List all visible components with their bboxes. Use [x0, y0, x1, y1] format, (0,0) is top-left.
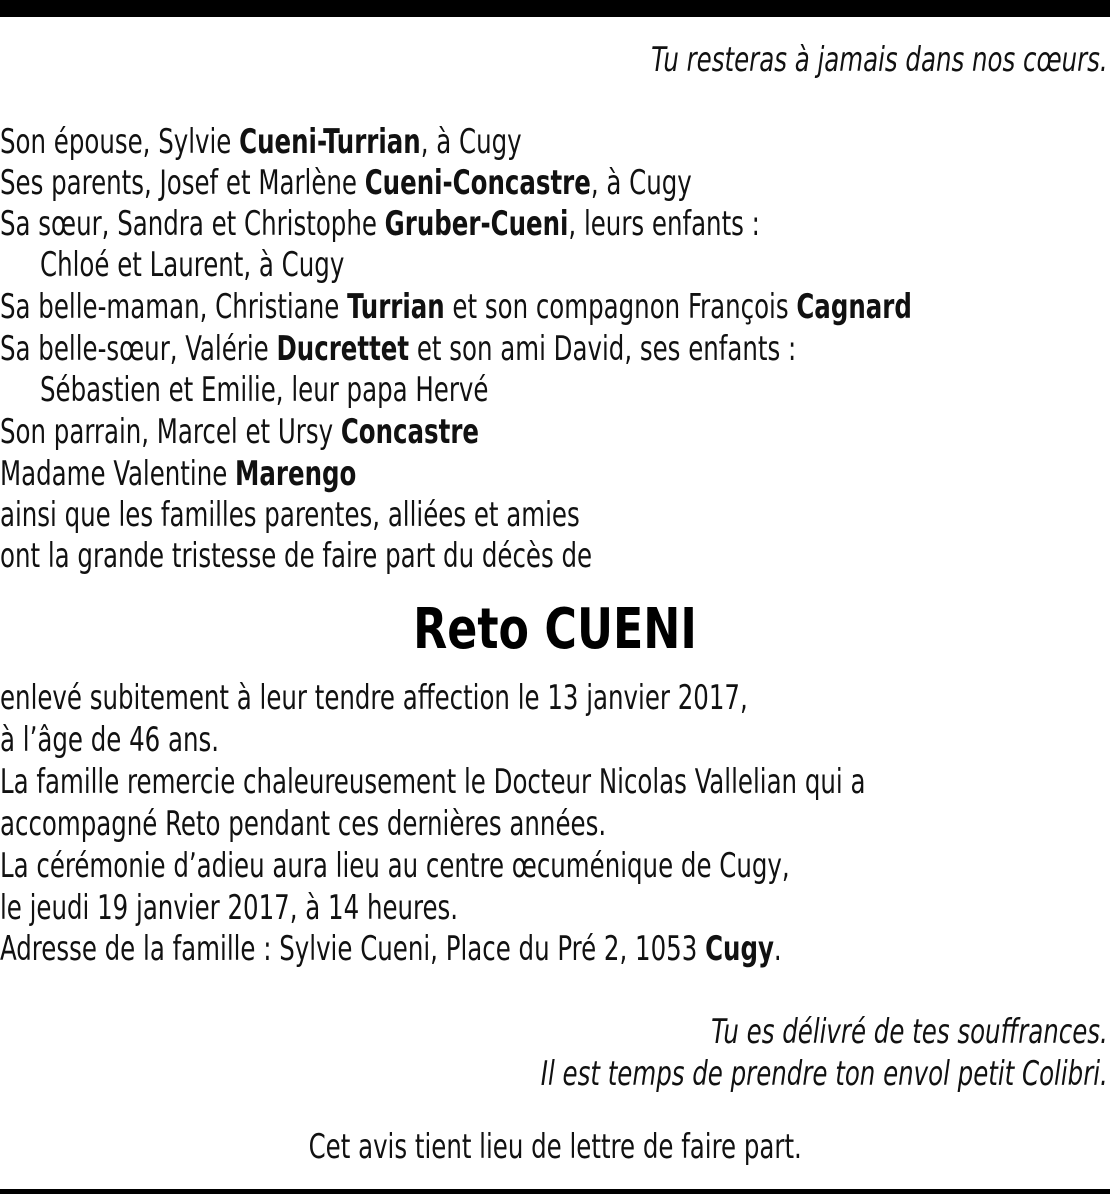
family-line: ont la grande tristesse de faire part du décès de — [0, 536, 593, 576]
family-line: ainsi que les familles parentes, alliées et amies — [0, 495, 580, 535]
body-line: La cérémonie d’adieu aura lieu au centre œcuménique de Cugy, — [0, 846, 790, 886]
family-line: Sébastien et Emilie, leur papa Hervé — [40, 370, 489, 410]
body-line: accompagné Reto pendant ces dernières années. — [0, 804, 607, 844]
family-line: Sa belle-maman, Christiane Turrian et son compagnon François Cagnard — [0, 287, 912, 327]
family-line: Ses parents, Josef et Marlène Cueni-Concastre, à Cugy — [0, 163, 692, 203]
epigraph: Tu resteras à jamais dans nos cœurs. — [651, 40, 1108, 80]
family-line: Madame Valentine Marengo — [0, 454, 357, 494]
family-address: Adresse de la famille : Sylvie Cueni, Place du Pré 2, 1053 Cugy. — [0, 929, 782, 969]
family-line: Son épouse, Sylvie Cueni-Turrian, à Cugy — [0, 122, 522, 162]
bottom-rule — [0, 1189, 1110, 1194]
footer-note: Cet avis tient lieu de lettre de faire part. — [308, 1127, 802, 1167]
closing-quote-line: Il est temps de prendre ton envol petit Colibri. — [540, 1054, 1108, 1094]
body-line: le jeudi 19 janvier 2017, à 14 heures. — [0, 888, 459, 928]
body-line: enlevé subitement à leur tendre affection le 13 janvier 2017, — [0, 678, 748, 718]
deceased-name: Reto CUENI — [413, 597, 697, 662]
family-line: Sa belle-sœur, Valérie Ducrettet et son ami David, ses enfants : — [0, 329, 797, 369]
body-line: La famille remercie chaleureusement le Docteur Nicolas Vallelian qui a — [0, 762, 866, 802]
closing-quote-line: Tu es délivré de tes souffrances. — [711, 1012, 1108, 1052]
family-line: Son parrain, Marcel et Ursy Concastre — [0, 412, 479, 452]
family-line: Sa sœur, Sandra et Christophe Gruber-Cueni, leurs enfants : — [0, 204, 760, 244]
body-line: à l’âge de 46 ans. — [0, 720, 219, 760]
family-line: Chloé et Laurent, à Cugy — [40, 245, 345, 285]
top-rule — [0, 0, 1110, 17]
